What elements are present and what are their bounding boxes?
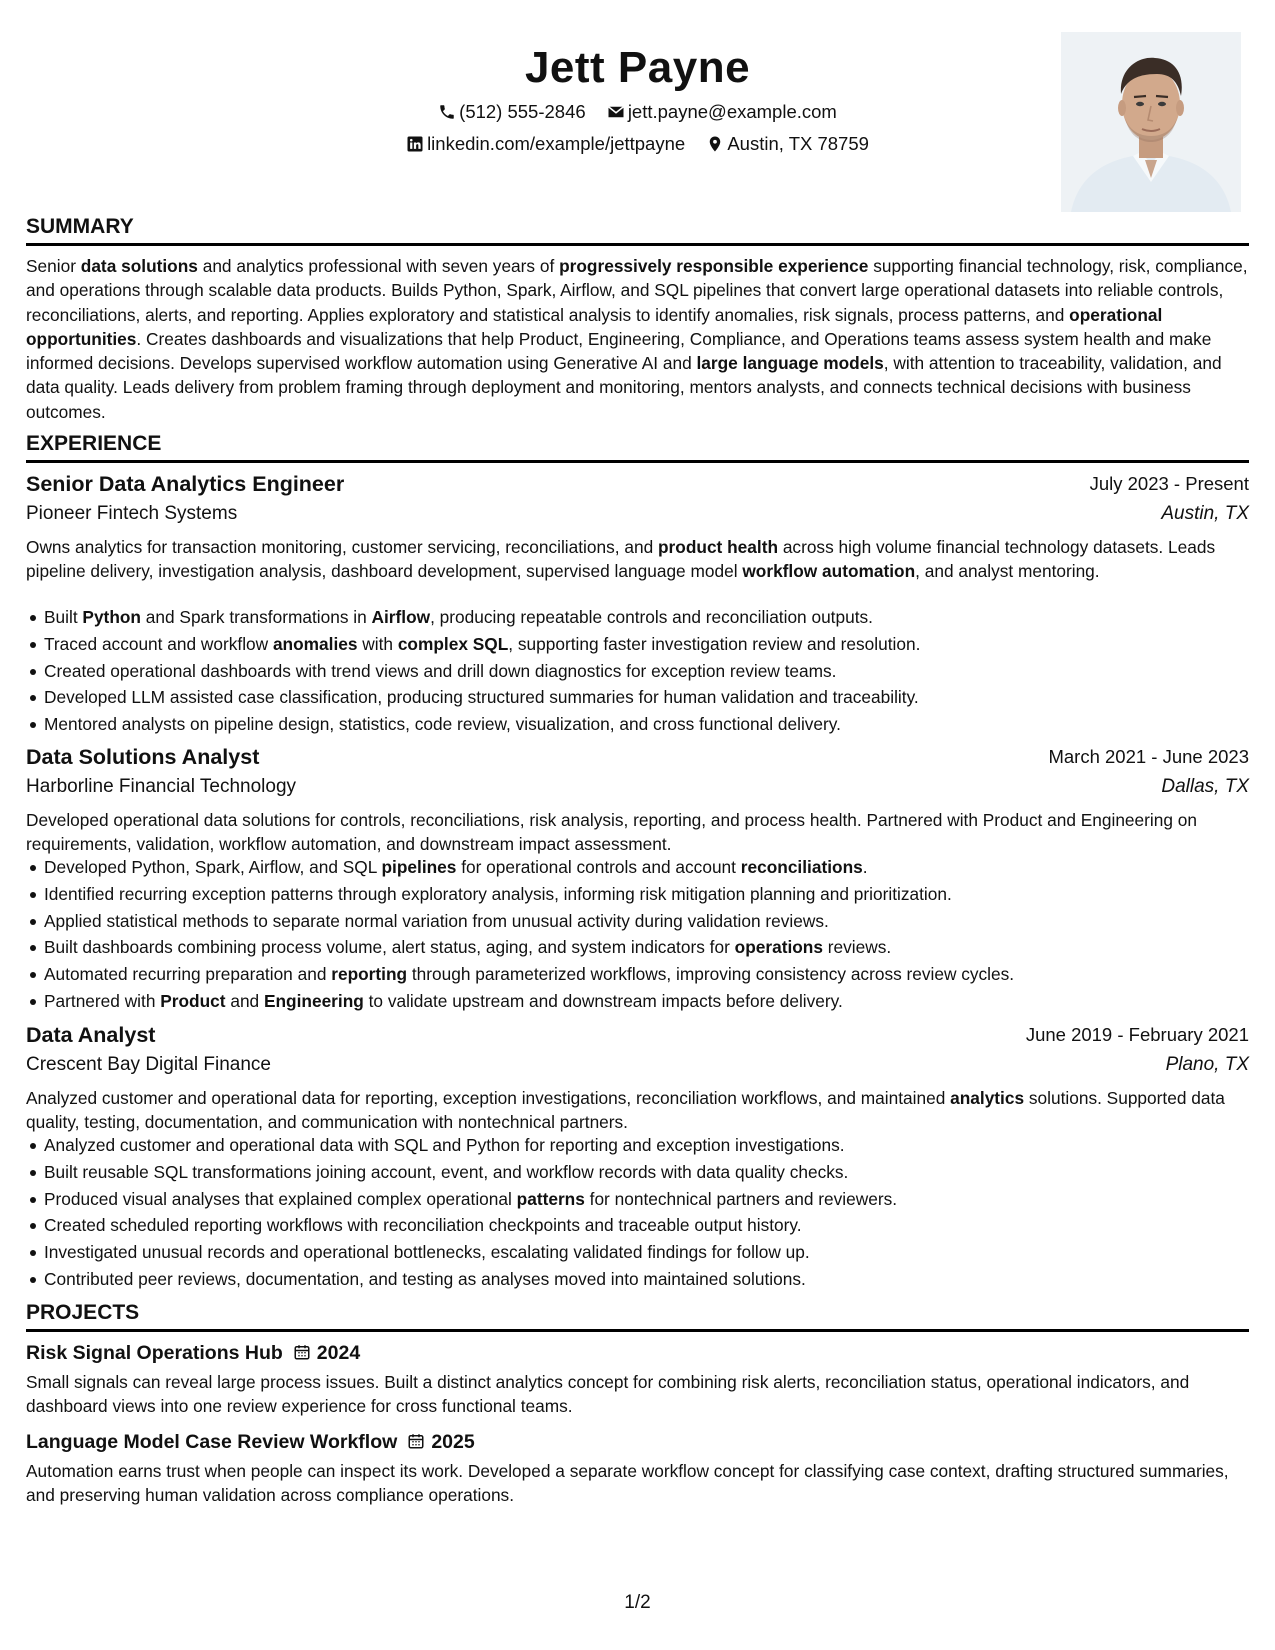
bullet-text: Identified recurring exception patterns through exploratory analysis, informing risk mitigation planning and prioritization.	[44, 883, 952, 904]
bullet-text: to validate upstream and downstream impacts before delivery.	[363, 990, 843, 1011]
bullet-emphasis: Product	[160, 990, 226, 1011]
project-title-row	[26, 1429, 475, 1455]
bullet-text: through parameterized workflows, improving consistency across review cycles.	[407, 964, 1015, 985]
job-location: Plano, TX	[1165, 1054, 1249, 1075]
job-company: Harborline Financial Technology	[26, 776, 297, 797]
job-dates: July 2023 - Present	[1089, 473, 1249, 494]
bullet-text: Contributed peer reviews, documentation, and testing as analyses moved into maintained solutions.	[44, 1268, 806, 1289]
bullet-text: and Spark transformations in	[140, 607, 372, 627]
contact-phone	[438, 100, 586, 124]
resume-page	[26, 0, 1249, 1650]
job-company: Crescent Bay Digital Finance	[26, 1054, 271, 1075]
job-summary-emphasis: product health	[658, 537, 779, 557]
bullet-text: Developed Python, Spark, Airflow, and SQL	[44, 857, 382, 877]
job-summary-emphasis: analytics	[950, 1088, 1025, 1108]
bullet-emphasis: patterns	[516, 1188, 585, 1209]
linkedin-link[interactable]: linkedin.com/example/jettpayne	[427, 133, 686, 154]
bullet-text: Built dashboards combining process volume, alert status, aging, and system indicators for	[44, 937, 735, 958]
candidate-name: Jett Payne	[524, 43, 751, 92]
bullet-text: Partnered with	[44, 990, 161, 1011]
job-dates: June 2019 - February 2021	[1025, 1024, 1249, 1045]
bullet-item	[26, 881, 1249, 908]
bullet-text: Analyzed customer and operational data with SQL and Python for reporting and exception investigations.	[44, 1135, 845, 1155]
job-summary-text: solutions. Supported data quality, testing, documentation, and communication with nontechnical partners.	[26, 1088, 1225, 1133]
bullet-item	[26, 1239, 1249, 1266]
bullet-item	[26, 604, 1249, 631]
bullet-text: reviews.	[822, 937, 892, 958]
bullet-text: Applied statistical methods to separate normal variation from unusual activity during validation reviews.	[44, 910, 829, 931]
summary-emphasis: operational opportunities	[26, 304, 1163, 349]
bullet-text: Produced visual analyses that explained complex operational	[44, 1188, 517, 1209]
contact-location	[706, 132, 869, 156]
location-text: Austin, TX 78759	[727, 133, 869, 154]
job-summary	[26, 808, 1249, 857]
bullet-text: .	[862, 857, 868, 877]
project-description: Small signals can reveal large process issues. Built a distinct analytics concept for combining risk alerts, reconciliation status, operational indicators, and dashboard views into one review experience for cross functional teams.	[26, 1372, 1190, 1417]
bullet-text: Developed LLM assisted case classification, producing structured summaries for human validation and traceability.	[44, 687, 919, 708]
bullet-item	[26, 854, 1249, 881]
location-pin-icon	[706, 135, 724, 153]
bullet-text: , producing repeatable controls and reconciliation outputs.	[430, 607, 873, 627]
project-title-row	[26, 1340, 360, 1366]
job-location: Dallas, TX	[1161, 776, 1249, 797]
contact-email[interactable]	[607, 100, 837, 124]
bullet-emphasis: Airflow	[371, 607, 431, 627]
summary-text: and analytics professional with seven years of	[197, 256, 560, 276]
job-bullets	[26, 604, 1249, 738]
job-bullets	[26, 854, 1249, 1015]
bullet-text: Traced account and workflow	[44, 633, 273, 654]
bullet-item	[26, 1266, 1249, 1293]
bullet-item	[26, 1186, 1249, 1213]
bullet-emphasis: pipelines	[381, 857, 457, 877]
summary-emphasis: data solutions	[80, 256, 198, 276]
bullet-item	[26, 908, 1249, 935]
bullet-item	[26, 961, 1249, 988]
email-link[interactable]: jett.payne@example.com	[627, 101, 837, 122]
phone-icon	[438, 103, 456, 121]
bullet-text: Built	[44, 607, 83, 627]
job-summary-text: Analyzed customer and operational data for reporting, exception investigations, reconciliation workflows, and maintained	[26, 1088, 951, 1108]
job-summary	[26, 535, 1249, 584]
project-year: 2025	[431, 1431, 475, 1453]
bullet-item	[26, 1212, 1249, 1239]
job-summary-text: Developed operational data solutions for controls, reconciliations, risk analysis, reporting, and process health. Partnered with Product and Engineering on requirements, validation, workflow automation, and downstream impact assessment.	[26, 810, 1197, 855]
job-bullets	[26, 1132, 1249, 1293]
project-title: Language Model Case Review Workflow	[26, 1431, 398, 1453]
calendar-icon	[293, 1343, 311, 1361]
bullet-text: for nontechnical partners and reviewers.	[584, 1188, 898, 1209]
bullet-text: Created operational dashboards with trend views and drill down diagnostics for exception review teams.	[44, 660, 837, 681]
bullet-item	[26, 1132, 1249, 1159]
bullet-text: Mentored analysts on pipeline design, statistics, code review, visualization, and cross functional delivery.	[44, 714, 841, 735]
bullet-text: Automated recurring preparation and	[44, 964, 332, 985]
bullet-emphasis: Python	[82, 607, 141, 627]
contact-linkedin[interactable]	[406, 132, 685, 156]
bullet-text: Investigated unusual records and operational bottlenecks, escalating validated findings for follow up.	[44, 1242, 810, 1263]
bullet-text: Created scheduled reporting workflows with reconciliation checkpoints and traceable output history.	[44, 1215, 802, 1236]
bullet-item	[26, 988, 1249, 1015]
calendar-icon	[407, 1432, 425, 1450]
job-title: Data Solutions Analyst	[26, 745, 260, 769]
bullet-text: and	[225, 990, 264, 1011]
bullet-emphasis: Engineering	[263, 990, 364, 1011]
resume-header	[26, 20, 1249, 220]
bullet-text: Built reusable SQL transformations joining account, event, and workflow records with data quality checks.	[44, 1161, 849, 1182]
section-title-experience: EXPERIENCE	[26, 431, 1249, 463]
job-location: Austin, TX	[1161, 503, 1249, 524]
bullet-emphasis: anomalies	[272, 633, 358, 654]
bullet-item	[26, 934, 1249, 961]
summary-text: supporting financial technology, risk, compliance, and operations through scalable data products. Builds Python, Spark, Airflow, and SQL pipelines that convert large operational datasets into reliable controls, reconciliations, alerts, and reporting. Applies exploratory and statistical analysis to identify anomalies, risk signals, process patterns, and	[26, 256, 1248, 325]
project-title: Risk Signal Operations Hub	[26, 1342, 283, 1364]
summary-text: , with attention to traceability, validation, and data quality. Leads delivery from problem framing through deployment and monitoring, mentors analysts, and connects technical decisions with business outcomes.	[26, 353, 1222, 422]
linkedin-icon	[406, 135, 424, 153]
bullet-emphasis: reporting	[331, 964, 408, 985]
bullet-item	[26, 658, 1249, 685]
bullet-text: with	[357, 633, 398, 654]
bullet-text: for operational controls and account	[456, 857, 741, 877]
bullet-text: , supporting faster investigation review and resolution.	[508, 633, 921, 654]
job-dates: March 2021 - June 2023	[1048, 746, 1249, 767]
summary-text: . Creates dashboards and visualizations that help Product, Engineering, Compliance, and Operations teams assess system health and make informed decisions. Develops supervised workflow automation using Generative AI and	[26, 328, 1212, 374]
section-title-projects: PROJECTS	[26, 1300, 1249, 1332]
profile-photo	[1061, 32, 1241, 212]
job-summary-text: across high volume financial technology datasets. Leads pipeline delivery, investigation analysis, dashboard development, supervised language model	[26, 537, 1216, 582]
section-title-summary: SUMMARY	[26, 214, 1249, 246]
summary-paragraph	[26, 254, 1249, 424]
summary-emphasis: progressively responsible experience	[559, 256, 869, 276]
job-summary	[26, 1086, 1249, 1135]
job-title: Data Analyst	[26, 1023, 156, 1047]
job-summary-emphasis: workflow automation	[742, 561, 916, 582]
project-description: Automation earns trust when people can inspect its work. Developed a separate workflow concept for classifying case context, drafting structured summaries, and preserving human validation across compliance operations.	[26, 1461, 1229, 1506]
bullet-item	[26, 684, 1249, 711]
summary-emphasis: large language models	[696, 353, 884, 374]
bullet-emphasis: reconciliations	[740, 857, 863, 877]
job-summary-text: Owns analytics for transaction monitoring, customer servicing, reconciliations, and	[26, 537, 658, 557]
job-summary-text: , and analyst mentoring.	[915, 561, 1100, 582]
page-number: 1/2	[624, 1592, 651, 1613]
bullet-item	[26, 631, 1249, 658]
summary-text: Senior	[26, 256, 81, 276]
project-year: 2024	[316, 1342, 361, 1364]
phone-text: (512) 555-2846	[459, 101, 586, 122]
job-title: Senior Data Analytics Engineer	[26, 472, 345, 496]
bullet-item	[26, 711, 1249, 738]
bullet-item	[26, 1159, 1249, 1186]
job-company: Pioneer Fintech Systems	[26, 503, 238, 524]
bullet-emphasis: complex SQL	[397, 633, 509, 654]
envelope-icon	[607, 103, 625, 121]
bullet-emphasis: operations	[734, 937, 823, 958]
